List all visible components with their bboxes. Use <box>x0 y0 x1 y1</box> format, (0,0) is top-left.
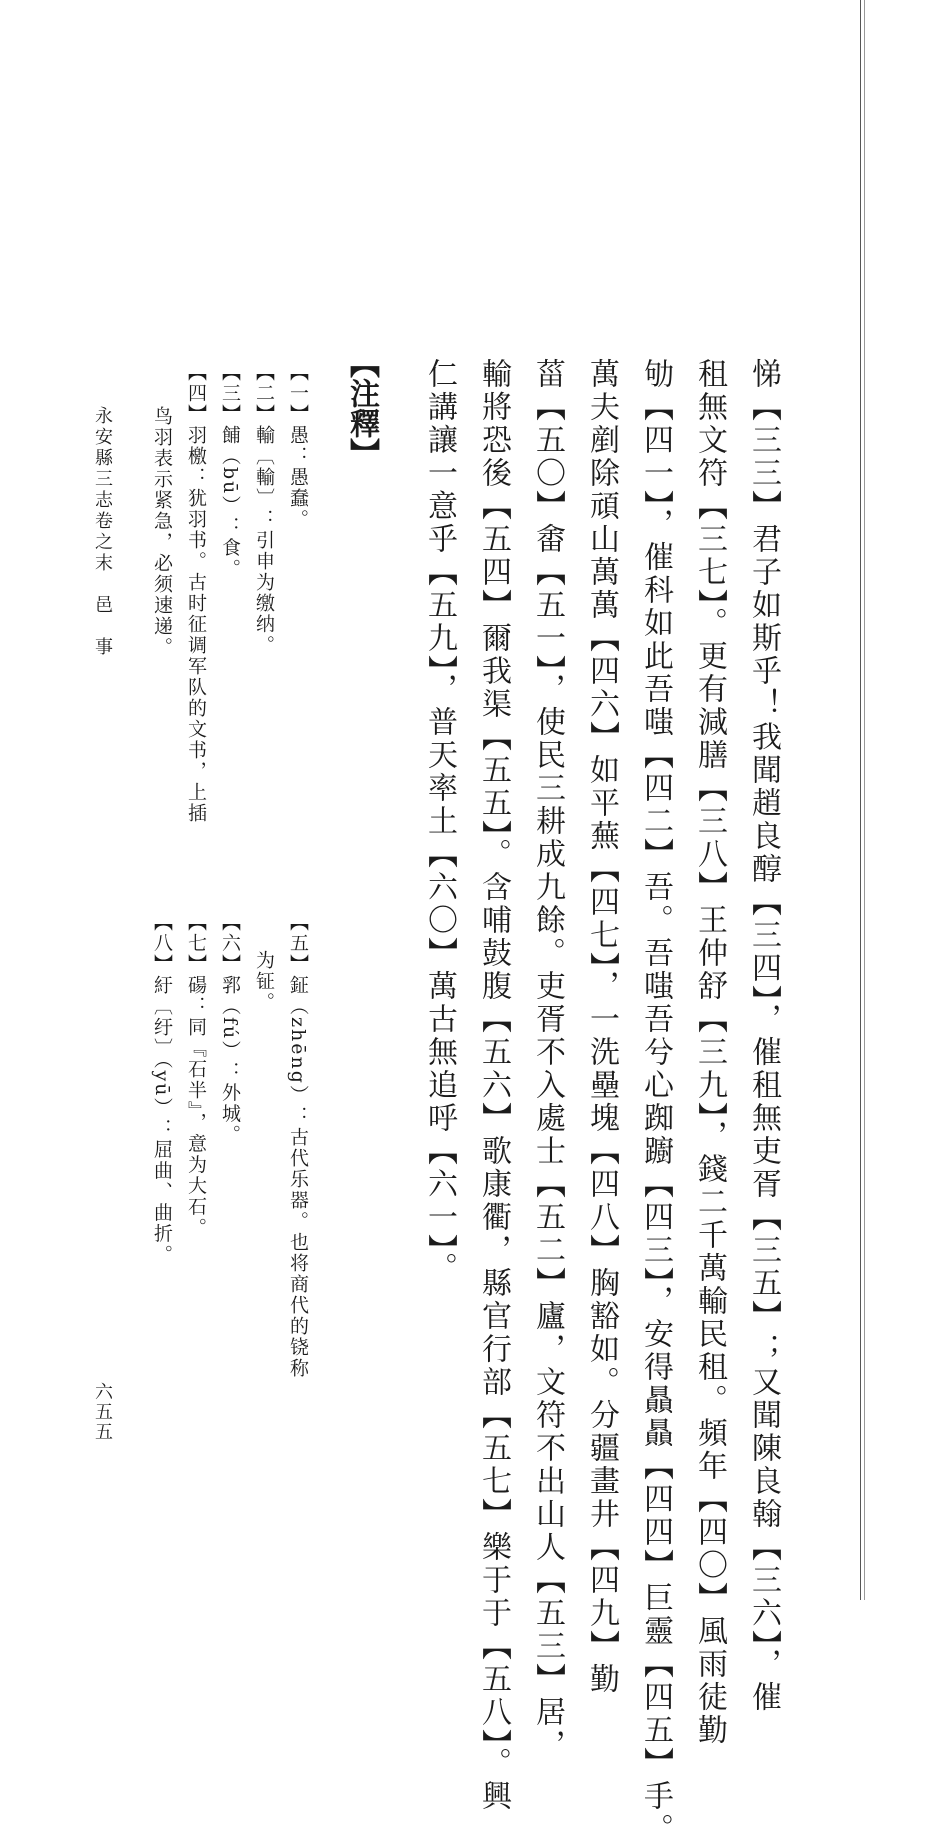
note-6: 【六】郛（fú）：外城。 <box>219 912 241 1146</box>
note-5-cont: 为钲。 <box>253 950 275 1013</box>
note-4-cont: 鸟羽表示紧急，必须速递。 <box>151 406 173 658</box>
main-text-line-2: 租無文符【三七】。更有減膳【三八】王仲舒【三九】，錢二千萬輸民租。頻年【四〇】風雨徒勤 <box>692 358 727 1747</box>
page-edge-line <box>860 0 861 1600</box>
note-8: 【八】紆〔纡〕（yū）：屈曲、曲折。 <box>151 912 173 1266</box>
main-text-line-7: 仁講讓一意乎【五九】，普天率土【六〇】萬古無追呼【六一】。 <box>422 358 457 1285</box>
notes-heading: 【注釋】 <box>344 348 379 468</box>
note-3: 【三】餔（bū）：食。 <box>219 362 241 580</box>
running-footer: 永安縣三志卷之末 邑 事 <box>92 406 113 658</box>
note-2: 【二】輸〔輸〕：引申为缴纳。 <box>253 362 275 656</box>
page-number: 六五五 <box>92 1382 113 1442</box>
main-text-line-1: 悌【三三】君子如斯乎！我聞趙良醇【三四】，催租無吏胥【三五】；又聞陳良翰【三六】，催 <box>746 358 781 1714</box>
note-1: 【一】愚：愚蠢。 <box>287 362 309 530</box>
main-text-line-5: 菑【五〇】畬【五一】，使民三耕成九餘。吏胥不入處士【五二】廬，文符不出山人【五三】居， <box>530 358 565 1762</box>
note-7: 【七】碭：同『石半』，意为大石。 <box>185 912 207 1239</box>
main-text-line-6: 輸將恐後【五四】爾我渠【五五】。含哺鼓腹【五六】歌康衢，縣官行部【五七】樂于于【五八】。興 <box>476 358 511 1813</box>
main-text-line-4: 萬夫剷除頑山萬萬【四六】如平蕪【四七】，一洗壘塊【四八】胸豁如。分疆畫井【四九】勤 <box>584 358 619 1696</box>
note-5: 【五】鉦（zhēng）：古代乐器。也将商代的铙称 <box>287 912 309 1379</box>
note-4: 【四】羽檄：犹羽书。古时征调军队的文书，上插 <box>185 362 207 824</box>
page-edge-line-inner <box>864 0 865 1600</box>
main-text-line-3: 劬【四一】，催科如此吾嗤【四二】吾。吾嗤吾兮心踟躕【四三】，安得贔贔【四四】巨靈【四五】手。 <box>638 358 673 1846</box>
